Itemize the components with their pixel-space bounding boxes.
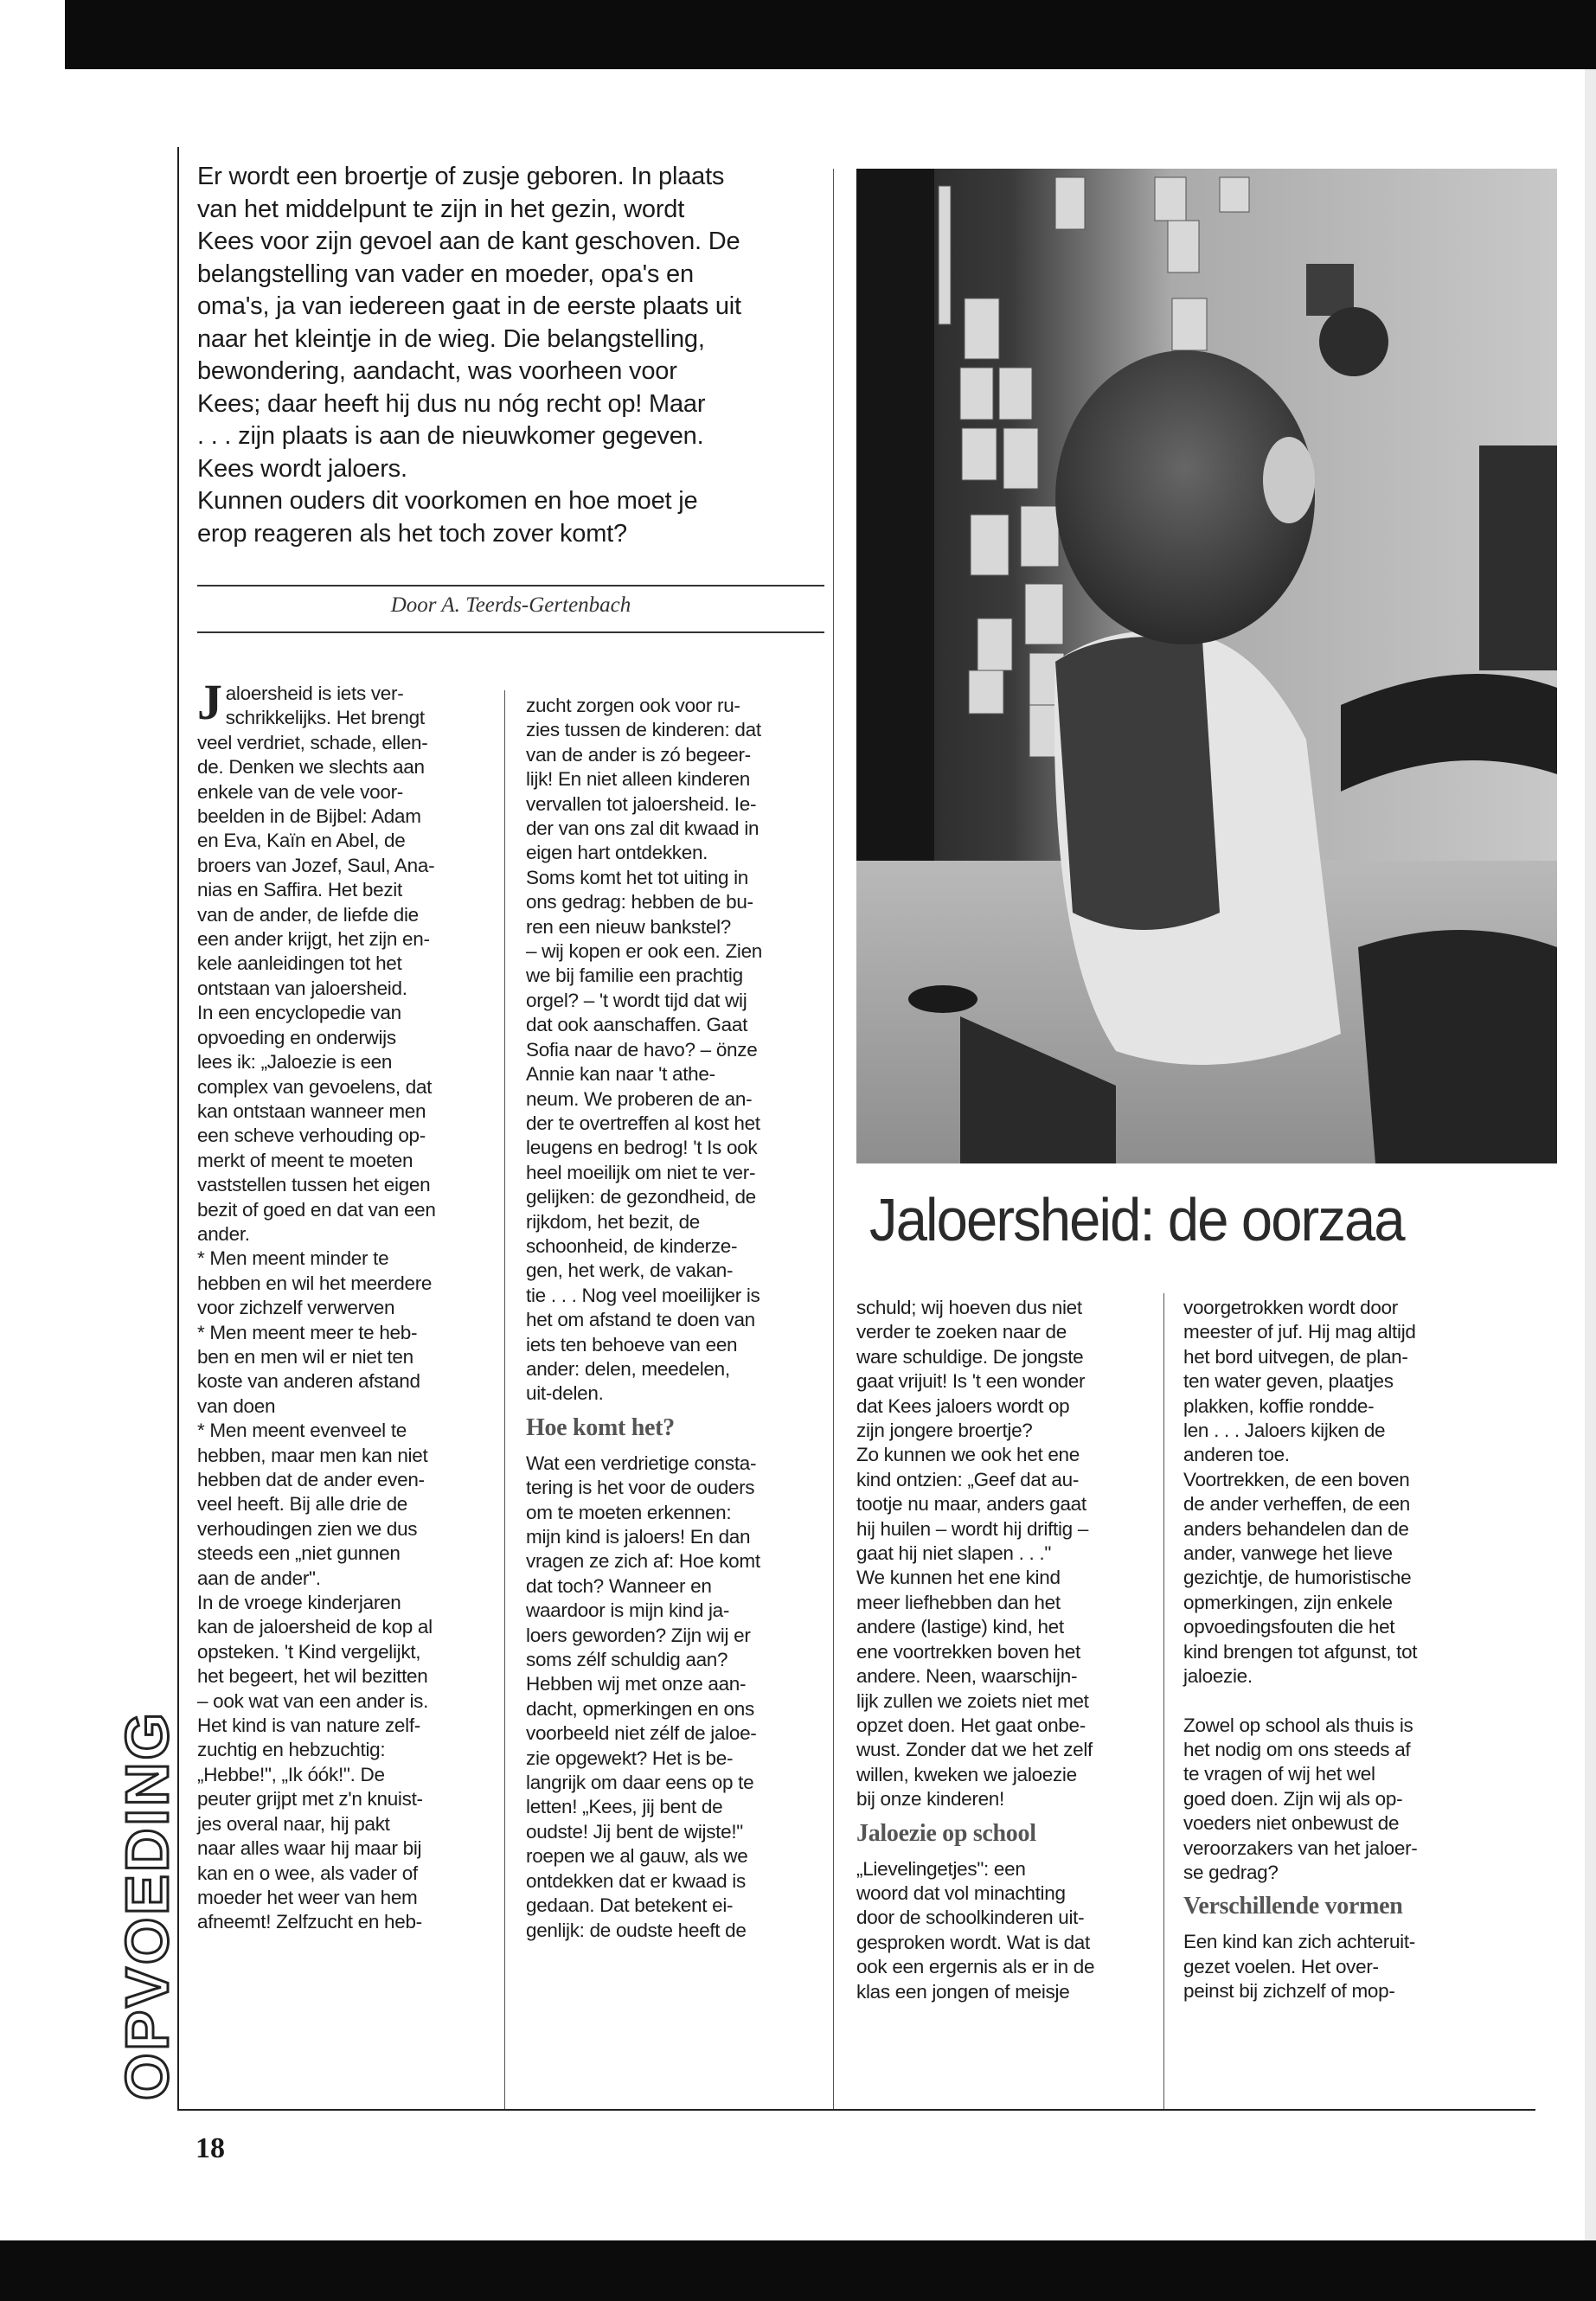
- text-line: opvoeding en onderwijs: [197, 1026, 396, 1048]
- article-column-4: [1183, 1296, 1486, 2004]
- text-line: meer liefhebben dan het: [856, 1591, 1061, 1613]
- text-line: „Hebbe!", „Ik óók!". De: [197, 1763, 385, 1785]
- text-line: Voortrekken, de een boven: [1183, 1468, 1410, 1490]
- text-line: tootje nu maar, anders gaat: [856, 1493, 1086, 1516]
- text-line: anderen toe.: [1183, 1444, 1290, 1466]
- intro-line: Er wordt een broertje of zusje geboren. In plaats: [197, 163, 725, 190]
- text-line: zuchtig en hebzuchtig:: [197, 1739, 386, 1761]
- col2-text-b: [526, 1452, 824, 1943]
- text-line: peinst bij zichzelf of mop-: [1183, 1980, 1395, 2003]
- text-line: kind brengen tot afgunst, tot: [1183, 1640, 1418, 1663]
- frame-rule-bottom: [177, 2109, 1535, 2111]
- text-line: dat ook aanschaffen. Gaat: [526, 1014, 748, 1036]
- text-line: van de ander is zó begeer-: [526, 743, 751, 766]
- text-line: ontdekken dat er kwaad is: [526, 1869, 746, 1892]
- text-line: van de ander, de liefde die: [197, 903, 419, 926]
- text-line: goed doen. Zijn wij als op-: [1183, 1787, 1403, 1810]
- text-line: tie . . . Nog veel moeilijker is: [526, 1284, 760, 1306]
- col4-text-b: [1183, 1714, 1486, 1886]
- intro-line: Kees wordt jaloers.: [197, 454, 407, 483]
- text-line: kind ontzien: „Geef dat au-: [856, 1468, 1080, 1490]
- text-line: ene voortrekken boven het: [856, 1640, 1080, 1663]
- text-line: kan de jaloersheid de kop al: [197, 1616, 433, 1638]
- page-number: 18: [195, 2132, 225, 2164]
- text-line: plakken, koffie rondde-: [1183, 1394, 1375, 1417]
- intro-line: erop reageren als het toch zover komt?: [197, 519, 627, 548]
- text-line: jaloezie.: [1183, 1665, 1253, 1688]
- text-line: ander: delen, meedelen,: [526, 1357, 730, 1380]
- text-line: en Eva, Kaïn en Abel, de: [197, 830, 406, 852]
- text-line: neum. We proberen de an-: [526, 1087, 753, 1110]
- text-line: gaat vrijuit! Is 't een wonder: [856, 1370, 1086, 1393]
- text-line: om te moeten erkennen:: [526, 1501, 732, 1523]
- intro-line: . . . zijn plaats is aan de nieuwkomer gegeven.: [197, 422, 704, 450]
- byline: Door A. Teerds-Gertenbach: [390, 593, 631, 617]
- col4-text-a: [1183, 1296, 1486, 1689]
- text-line: Zo kunnen we ook het ene: [856, 1444, 1080, 1466]
- text-line: nias en Saffira. Het bezit: [197, 879, 402, 901]
- text-line: andere. Neen, waarschijn-: [856, 1665, 1078, 1688]
- text-line: afneemt! Zelfzucht en heb-: [197, 1911, 422, 1933]
- text-line: hebben dat de ander even-: [197, 1469, 425, 1490]
- text-line: letten! „Kees, jij bent de: [526, 1796, 723, 1818]
- scan-border-bottom: [0, 2240, 1596, 2301]
- text-line: mijn kind is jaloers! En dan: [526, 1526, 751, 1548]
- text-line: van doen: [197, 1394, 276, 1417]
- text-line: jes overal naar, hij pakt: [197, 1812, 390, 1835]
- text-line: het om afstand te doen van: [526, 1309, 755, 1331]
- text-line: ander, vanwege het lieve: [1183, 1542, 1393, 1565]
- wall-lamp-shade: [1319, 307, 1388, 376]
- text-line: zucht zorgen ook voor ru-: [526, 695, 740, 716]
- text-line: Zowel op school als thuis is: [1183, 1714, 1413, 1736]
- text-line: heel moeilijk om niet te ver-: [526, 1161, 756, 1183]
- text-line: se gedrag?: [1183, 1861, 1279, 1883]
- text-line: gezichtje, de humoristische: [1183, 1567, 1412, 1589]
- text-line: peuter grijpt met z'n knuist-: [197, 1788, 423, 1811]
- text-line: klas een jongen of meisje: [856, 1980, 1070, 2003]
- text-line: vragen ze zich af: Hoe komt: [526, 1550, 760, 1573]
- text-line: ander.: [197, 1222, 250, 1245]
- column-rule: [1163, 1293, 1164, 2109]
- text-line: leugens en bedrog! 't Is ook: [526, 1137, 758, 1159]
- text-line: gedaan. Dat betekent ei-: [526, 1894, 734, 1917]
- text-line: aan de ander".: [197, 1567, 321, 1589]
- child-vest: [1055, 637, 1220, 930]
- text-line: gen, het werk, de vakan-: [526, 1259, 734, 1282]
- subheading-jaloezie-op-school: Jaloezie op school: [856, 1819, 1036, 1847]
- text-line: moeder het weer van hem: [197, 1886, 418, 1908]
- text-line: ben en men wil er niet ten: [197, 1345, 413, 1368]
- text-line: dat toch? Wanneer en: [526, 1574, 712, 1597]
- text-line: bezit of goed en dat van een: [197, 1198, 436, 1221]
- intro-line: oma's, ja van iedereen gaat in de eerste plaats uit: [197, 292, 741, 320]
- text-line: verder te zoeken naar de: [856, 1321, 1067, 1343]
- text-line: verhoudingen zien we dus: [197, 1517, 418, 1540]
- text-line: * Men meent meer te heb-: [197, 1321, 418, 1343]
- article-photo: [856, 169, 1557, 1163]
- intro-line: bewondering, aandacht, was voorheen voor: [197, 357, 677, 385]
- text-line: zies tussen de kinderen: dat: [526, 719, 761, 741]
- text-line: opzet doen. Het gaat onbe-: [856, 1714, 1086, 1736]
- text-line: vervallen tot jaloersheid. Ie-: [526, 792, 757, 815]
- subheading-hoe-komt-het: Hoe komt het?: [526, 1413, 675, 1441]
- section-label: OPVOEDING: [113, 1710, 181, 2100]
- text-line: meester of juf. Hij mag altijd: [1183, 1321, 1416, 1343]
- text-line: zijn jongere broertje?: [856, 1420, 1033, 1442]
- text-line: we bij familie een prachtig: [526, 965, 743, 987]
- text-line: voeders niet onbewust de: [1183, 1812, 1400, 1835]
- intro-line: belangstelling van vader en moeder, opa's en: [197, 260, 694, 288]
- text-line: naar alles waar hij maar bij: [197, 1837, 422, 1860]
- intro-line: Kees voor zijn gevoel aan de kant geschoven. De: [197, 228, 740, 255]
- article-column-1: [197, 674, 500, 1935]
- text-line: andere (lastige) kind, het: [856, 1616, 1064, 1638]
- photo-illustration: [856, 169, 1557, 1163]
- text-line: iets ten behoeve van een: [526, 1333, 738, 1356]
- text-line: langrijk om daar eens op te: [526, 1772, 754, 1794]
- col3-text-a: [856, 1296, 1155, 1812]
- text-line: enkele van de vele voor-: [197, 780, 403, 803]
- child-ear: [1263, 437, 1315, 523]
- text-line: het nodig om ons steeds af: [1183, 1738, 1411, 1760]
- text-line: „Lievelingetjes": een: [856, 1857, 1026, 1880]
- text-line: rijkdom, het bezit, de: [526, 1210, 700, 1233]
- dropcap: J: [197, 674, 222, 730]
- column-rule: [504, 690, 505, 2109]
- text-line: waardoor is mijn kind ja-: [526, 1599, 730, 1622]
- text-line: * Men meent minder te: [197, 1247, 389, 1270]
- col2-text-a: [526, 694, 824, 1407]
- text-line: – wij kopen er ook een. Zien: [526, 940, 763, 963]
- text-line: gelijken: de gezondheid, de: [526, 1186, 756, 1208]
- text-line: In een encyclopedie van: [197, 1002, 401, 1024]
- text-line: wust. Zonder dat we het zelf: [856, 1739, 1093, 1761]
- col3-text-b: [856, 1857, 1155, 2004]
- text-line: willen, kweken we jaloezie: [856, 1763, 1077, 1785]
- text-line: merkt of meent te moeten: [197, 1149, 413, 1171]
- text-line: Soms komt het tot uiting in: [526, 866, 749, 888]
- text-line: genlijk: de oudste heeft de: [526, 1919, 747, 1941]
- text-line: der van ons zal dit kwaad in: [526, 817, 760, 840]
- text-line: lijk! En niet alleen kinderen: [526, 768, 750, 791]
- text-line: gesproken wordt. Wat is dat: [856, 1931, 1090, 1953]
- text-line: * Men meent evenveel te: [197, 1420, 407, 1442]
- text-line: veel verdriet, schade, ellen-: [197, 731, 428, 753]
- text-line: oudste! Jij bent de wijste!": [526, 1820, 743, 1843]
- text-line: woord dat vol minachting: [856, 1881, 1066, 1904]
- text-line: kan en o wee, als vader of: [197, 1862, 418, 1884]
- byline-rule-bottom: [197, 631, 824, 633]
- scan-border-top: [65, 0, 1596, 69]
- col4-text-c: [1183, 1930, 1486, 2003]
- text-line: hebben, maar men kan niet: [197, 1444, 428, 1466]
- text-line: een ander krijgt, het zijn en-: [197, 928, 430, 951]
- text-line: veel heeft. Bij alle drie de: [197, 1493, 408, 1516]
- text-line: lees ik: „Jaloezie is een: [197, 1051, 393, 1074]
- text-line: ontstaan van jaloersheid.: [197, 977, 407, 999]
- page-edge: [1585, 69, 1596, 2240]
- text-line: opvoedingsfouten die het: [1183, 1616, 1395, 1638]
- text-line: bij onze kinderen!: [856, 1788, 1004, 1811]
- text-line: len . . . Jaloers kijken de: [1183, 1420, 1386, 1442]
- text-line: uit-delen.: [526, 1382, 604, 1405]
- text-line: vaststellen tussen het eigen: [197, 1174, 431, 1196]
- text-line: lijk zullen we zoiets niet met: [856, 1689, 1089, 1712]
- text-line: ware schuldige. De jongste: [856, 1345, 1084, 1368]
- text-line: schrikkelijks. Het brengt: [225, 707, 425, 729]
- text-line: hij huilen – wordt hij driftig –: [856, 1517, 1089, 1540]
- text-line: anders behandelen dan de: [1183, 1517, 1409, 1540]
- text-line: voorbeeld niet zélf de jaloe-: [526, 1722, 757, 1745]
- text-line: het bord uitvegen, de plan-: [1183, 1345, 1408, 1368]
- subheading-verschillende-vormen: Verschillende vormen: [1183, 1893, 1403, 1920]
- text-line: In de vroege kinderjaren: [197, 1592, 401, 1614]
- text-line: Het kind is van nature zelf-: [197, 1715, 420, 1737]
- text-line: der te overtreffen al kost het: [526, 1112, 760, 1134]
- text-line: gaat hij niet slapen . . .": [856, 1542, 1052, 1565]
- text-line: eigen hart ontdekken.: [526, 842, 708, 864]
- text-line: kan ontstaan wanneer men: [197, 1099, 426, 1122]
- text-line: door de schoolkinderen uit-: [856, 1907, 1085, 1929]
- text-line: complex van gevoelens, dat: [197, 1075, 433, 1098]
- text-line: dat Kees jaloers wordt op: [856, 1394, 1070, 1417]
- text-line: Annie kan naar 't athe-: [526, 1063, 715, 1086]
- text-line: aloersheid is iets ver-: [225, 683, 404, 704]
- text-line: steeds een „niet gunnen: [197, 1542, 401, 1565]
- text-line: een scheve verhouding op-: [197, 1125, 426, 1147]
- toy-car: [908, 985, 977, 1013]
- text-line: broers van Jozef, Saul, Ana-: [197, 854, 435, 876]
- text-line: de ander verheffen, de een: [1183, 1493, 1411, 1516]
- text-line: – ook wat van een ander is.: [197, 1689, 429, 1712]
- text-line: het begeert, het wil bezitten: [197, 1665, 428, 1688]
- text-line: te vragen of wij het wel: [1183, 1763, 1375, 1785]
- text-line: veroorzakers van het jaloer-: [1183, 1836, 1418, 1859]
- text-line: Hebben wij met onze aan-: [526, 1673, 747, 1695]
- text-line: kele aanleidingen tot het: [197, 952, 402, 975]
- text-line: loers geworden? Zijn wij er: [526, 1624, 751, 1646]
- text-line: voor zichzelf verwerven: [197, 1297, 395, 1319]
- text-line: dacht, opmerkingen en ons: [526, 1697, 754, 1720]
- text-line: ten water geven, plaatjes: [1183, 1370, 1394, 1393]
- paragraph-gap: [1183, 1689, 1486, 1714]
- text-line: Wat een verdrietige consta-: [526, 1452, 757, 1474]
- text-line: opsteken. 't Kind vergelijkt,: [197, 1640, 421, 1663]
- text-line: beelden in de Bijbel: Adam: [197, 805, 421, 828]
- chair-back: [1479, 445, 1557, 670]
- text-line: roepen we al gauw, als we: [526, 1845, 748, 1868]
- text-line: Een kind kan zich achteruit-: [1183, 1931, 1415, 1953]
- article-column-2: [526, 694, 824, 1943]
- text-line: ook een ergernis als er in de: [856, 1956, 1095, 1978]
- intro-text: [197, 161, 820, 550]
- text-line: gezet voelen. Het over-: [1183, 1955, 1379, 1977]
- text-line: hebben en wil het meerdere: [197, 1272, 433, 1294]
- text-line: opmerkingen, zijn enkele: [1183, 1591, 1393, 1613]
- intro-line: naar het kleintje in de wieg. Die belangstelling,: [197, 324, 705, 353]
- intro-line: Kees; daar heeft hij dus nu nóg recht op! Maar: [197, 389, 706, 418]
- text-line: tering is het voor de ouders: [526, 1477, 755, 1499]
- intro-line: van het middelpunt te zijn in het gezin, wordt: [197, 195, 685, 223]
- byline-rule-top: [197, 585, 824, 586]
- text-line: We kunnen het ene kind: [856, 1567, 1061, 1589]
- column-rule: [833, 169, 834, 2109]
- headline: Jaloersheid: de oorzaa: [869, 1186, 1404, 1253]
- text-line: Sofia naar de havo? – önze: [526, 1038, 758, 1061]
- article-column-3: [856, 1296, 1155, 2004]
- text-line: ren een nieuw bankstel?: [526, 915, 732, 938]
- text-line: de. Denken we slechts aan: [197, 756, 425, 779]
- text-line: voorgetrokken wordt door: [1183, 1297, 1398, 1318]
- text-line: orgel? – 't wordt tijd dat wij: [526, 989, 747, 1011]
- text-line: schuld; wij hoeven dus niet: [856, 1297, 1082, 1318]
- intro-line: Kunnen ouders dit voorkomen en hoe moet je: [197, 487, 698, 515]
- text-line: schoonheid, de kinderze-: [526, 1234, 738, 1257]
- pram-body: [1358, 930, 1557, 1163]
- text-line: koste van anderen afstand: [197, 1370, 420, 1393]
- text-line: zie opgewekt? Het is be-: [526, 1747, 734, 1769]
- text-line: soms zélf schuldig aan?: [526, 1649, 728, 1671]
- text-line: ons gedrag: hebben de bu-: [526, 891, 753, 913]
